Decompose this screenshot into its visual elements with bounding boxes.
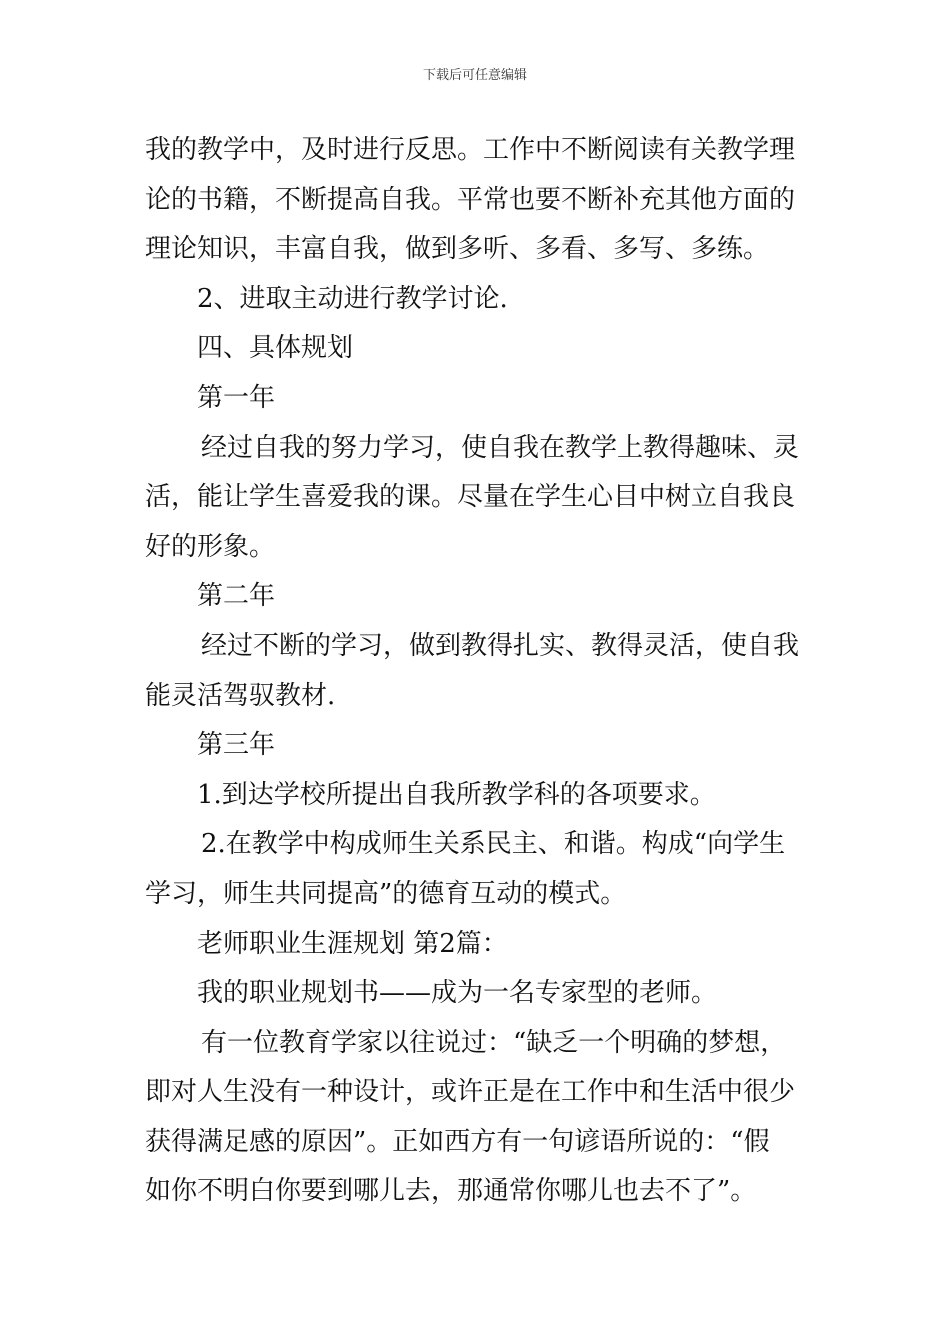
year-heading: 第一年 (197, 382, 276, 413)
document-body (145, 126, 810, 1217)
text-line: 有一位教育学家以往说过：“缺乏一个明确的梦想， (201, 1027, 787, 1058)
section-heading: 四、具体规划 (197, 333, 354, 364)
year-heading: 第三年 (197, 730, 276, 761)
text-line: 好的形象。 (145, 531, 276, 562)
text-line: 即对人生没有一种设计，或许正是在工作中和生活中很少 (145, 1077, 796, 1108)
text-line: 2.在教学中构成师生关系民主、和谐。构成“向学生 (201, 829, 786, 860)
text-line: 学习，师生共同提高”的德育互动的模式。 (145, 878, 627, 909)
text-line: 我的教学中，及时进行反思。工作中不断阅读有关教学理 (145, 135, 796, 165)
article-title: 老师职业生涯规划 第2篇： (197, 928, 508, 959)
text-line: 论的书籍，不断提高自我。平常也要不断补充其他方面的 (145, 184, 796, 215)
text-line: 2、进取主动进行教学讨论. (197, 283, 508, 314)
text-line: 获得满足感的原因”。正如西方有一句谚语所说的：“假 (145, 1126, 770, 1157)
text-line: 如你不明白你要到哪儿去，那通常你哪儿也去不了”。 (145, 1176, 757, 1207)
text-line: 经过自我的努力学习，使自我在教学上教得趣味、灵 (201, 432, 800, 463)
year-heading: 第二年 (197, 581, 276, 612)
text-line: 经过不断的学习，做到教得扎实、教得灵活，使自我 (201, 630, 800, 661)
text-line: 理论知识，丰富自我，做到多听、多看、多写、多练。 (145, 234, 770, 265)
text-line: 能灵活驾驭教材. (145, 680, 336, 711)
page-header: 下载后可任意编辑 (422, 68, 527, 83)
text-line: 1.到达学校所提出自我所教学科的各项要求。 (197, 779, 716, 810)
text-line: 我的职业规划书——成为一名专家型的老师。 (197, 978, 718, 1009)
text-line: 活，能让学生喜爱我的课。尽量在学生心目中树立自我良 (145, 482, 796, 513)
